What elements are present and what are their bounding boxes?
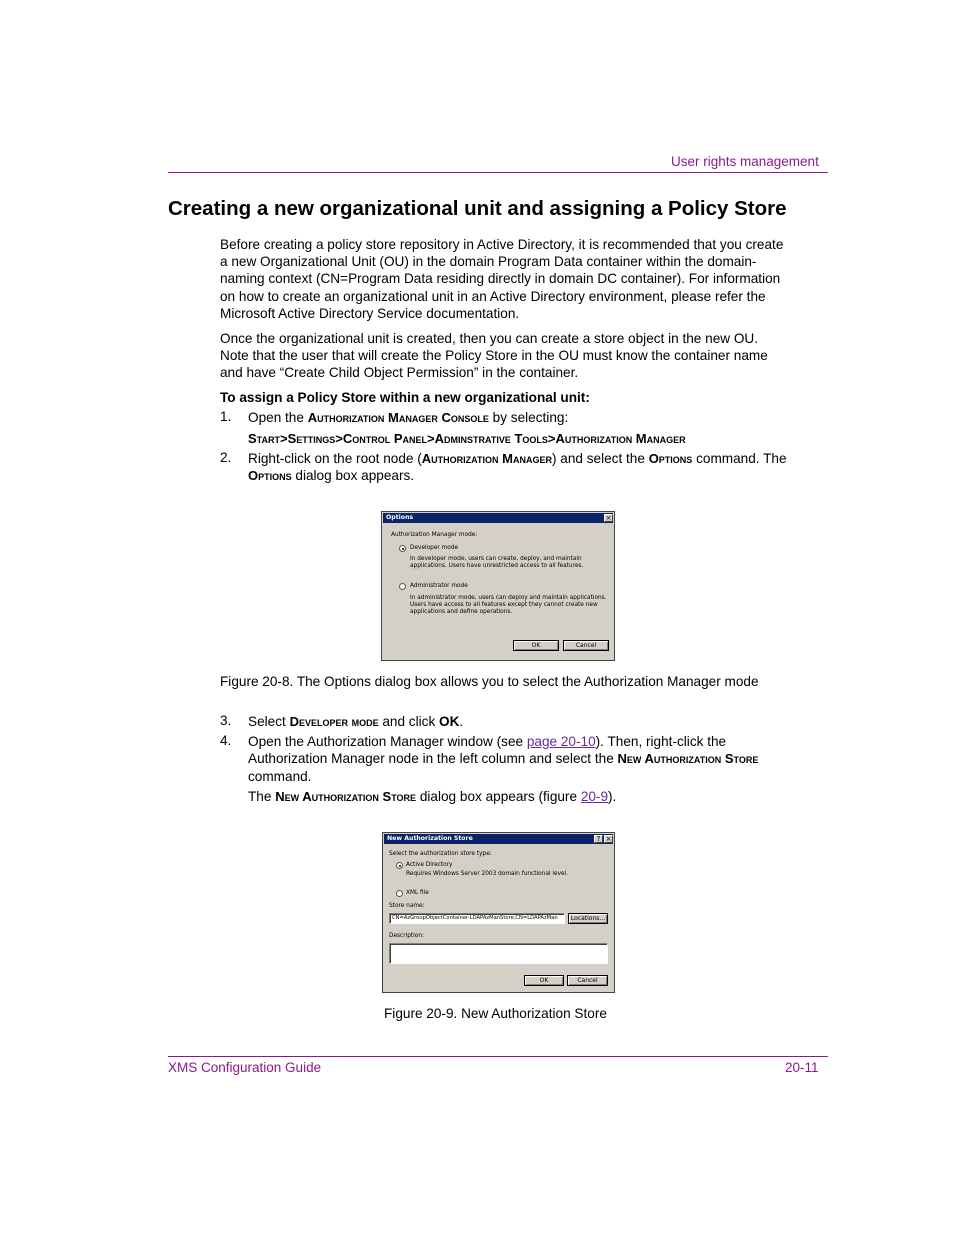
step-4-followup [248,788,788,805]
footer-guide-title: XMS Configuration Guide [168,1060,322,1075]
step-text: ) and select the [551,451,649,466]
figure-link[interactable]: 20-9 [580,789,609,804]
step-text: and click [378,714,440,729]
step-text: command. [248,768,312,784]
dialog-titlebar: New Authorization Store [384,834,613,844]
footer-rule [168,1056,828,1057]
ui-term: OK [439,714,460,729]
header-rule [168,172,828,173]
active-directory-radio[interactable] [396,862,403,869]
step-text: ). Then, right-click the Authorization Manager node in the left column and select the [248,734,727,767]
step-text: Select [248,714,290,729]
administrator-mode-radio[interactable] [399,583,406,590]
step-number: 4. [220,733,232,748]
ui-term: New Authorization Store [275,789,417,804]
step-text: by selecting: [488,410,569,425]
step-text: dialog box appears (figure [416,789,581,804]
xml-file-radio[interactable] [396,890,403,897]
ou-paragraph: Once the organizational unit is created, then you can create a store object in the new OU. Note that the user that will create the Policy Store in the OU must know the container name and have “Create Child Object Permission” in the container. [220,331,768,381]
administrator-mode-desc: In administrator mode, users can deploy and maintain applications. [410,595,607,601]
mode-group-label: Authorization Manager mode: [391,532,478,538]
step-number: 3. [220,713,232,728]
step-number: 2. [220,450,232,465]
store-name-input[interactable]: CN=AzGroupObjectContainer-LDAPAzManStore,CN=LDAPAzMan [389,913,565,924]
step-2 [248,450,788,485]
description-input[interactable] [389,943,608,964]
step-text: Open the [248,410,308,425]
step-text: Right-click on the root node ( [248,451,422,466]
administrator-mode-label: Administrator mode [410,583,468,589]
step-text: dialog box appears. [291,468,415,484]
section-title: Creating a new organizational unit and assigning a Policy Store [168,197,787,220]
administrator-mode-desc: Users have access to all features except they cannot create new [410,602,598,608]
ok-button[interactable]: OK [513,640,559,651]
step-1 [248,409,788,426]
step-4 [248,733,788,785]
store-name-label: Store name: [389,903,425,909]
figure-caption: Figure 20-9. New Authorization Store [384,1006,607,1021]
options-dialog-screenshot [381,511,615,661]
developer-mode-radio[interactable] [399,545,406,552]
close-icon[interactable]: × [605,835,612,843]
close-icon[interactable]: × [605,514,612,522]
description-label: Description: [389,933,424,939]
step-text: command. The [692,451,787,466]
ui-term: Authorization Manager Console [307,410,489,425]
page-number: 20-11 [785,1060,819,1075]
page-link[interactable]: page 20-10 [526,734,596,749]
store-type-label: Select the authorization store type: [389,851,492,857]
cancel-button[interactable]: Cancel [567,975,608,986]
step-text: . [459,714,464,729]
ui-term: Options [248,468,292,484]
ui-term: Options [648,451,693,466]
administrator-mode-desc: applications and define operations. [410,609,513,615]
new-authorization-store-dialog-screenshot [382,832,615,993]
dialog-titlebar: Options [383,513,613,523]
xml-file-label: XML file [406,890,429,896]
running-header: User rights management [671,154,819,169]
menu-path [248,430,788,447]
developer-mode-desc: In developer mode, users can create, deploy, and maintain [410,556,582,562]
ui-term: Developer mode [289,714,379,729]
locations-button[interactable]: Locations... [568,913,608,924]
step-text: ). [608,789,617,804]
ui-term: Start>Settings>Control Panel>Adminstrative Tools>Authorization Manager [248,431,686,446]
active-directory-label: Active Directory [406,862,453,868]
intro-paragraph: Before creating a policy store repository in Active Directory, it is recommended that you create a new Organizational Unit (OU) in the domain Program Data container within the domain-naming context (CN=Program Data residing directly in domain DC container). For information on how to create an organizational unit in an Active Directory environment, please refer the Microsoft Active Directory Service documentation. [220,237,784,321]
cancel-button[interactable]: Cancel [563,640,609,651]
developer-mode-label: Developer mode [410,545,459,551]
figure-caption: Figure 20-8. The Options dialog box allows you to select the Authorization Manager mode [220,674,759,689]
ui-term: New Authorization Store [617,751,759,767]
step-text: The [248,789,276,804]
procedure-heading: To assign a Policy Store within a new organizational unit: [220,390,590,405]
active-directory-desc: Requires Windows Server 2003 domain functional level. [406,871,569,877]
help-icon[interactable]: ? [594,835,603,843]
ok-button[interactable]: OK [524,975,564,986]
step-number: 1. [220,409,232,424]
developer-mode-desc: applications. Users have unrestricted access to all features. [410,563,584,569]
step-3 [248,713,788,730]
step-text: Open the Authorization Manager window (see [248,734,527,749]
ui-term: Authorization Manager [421,451,552,466]
